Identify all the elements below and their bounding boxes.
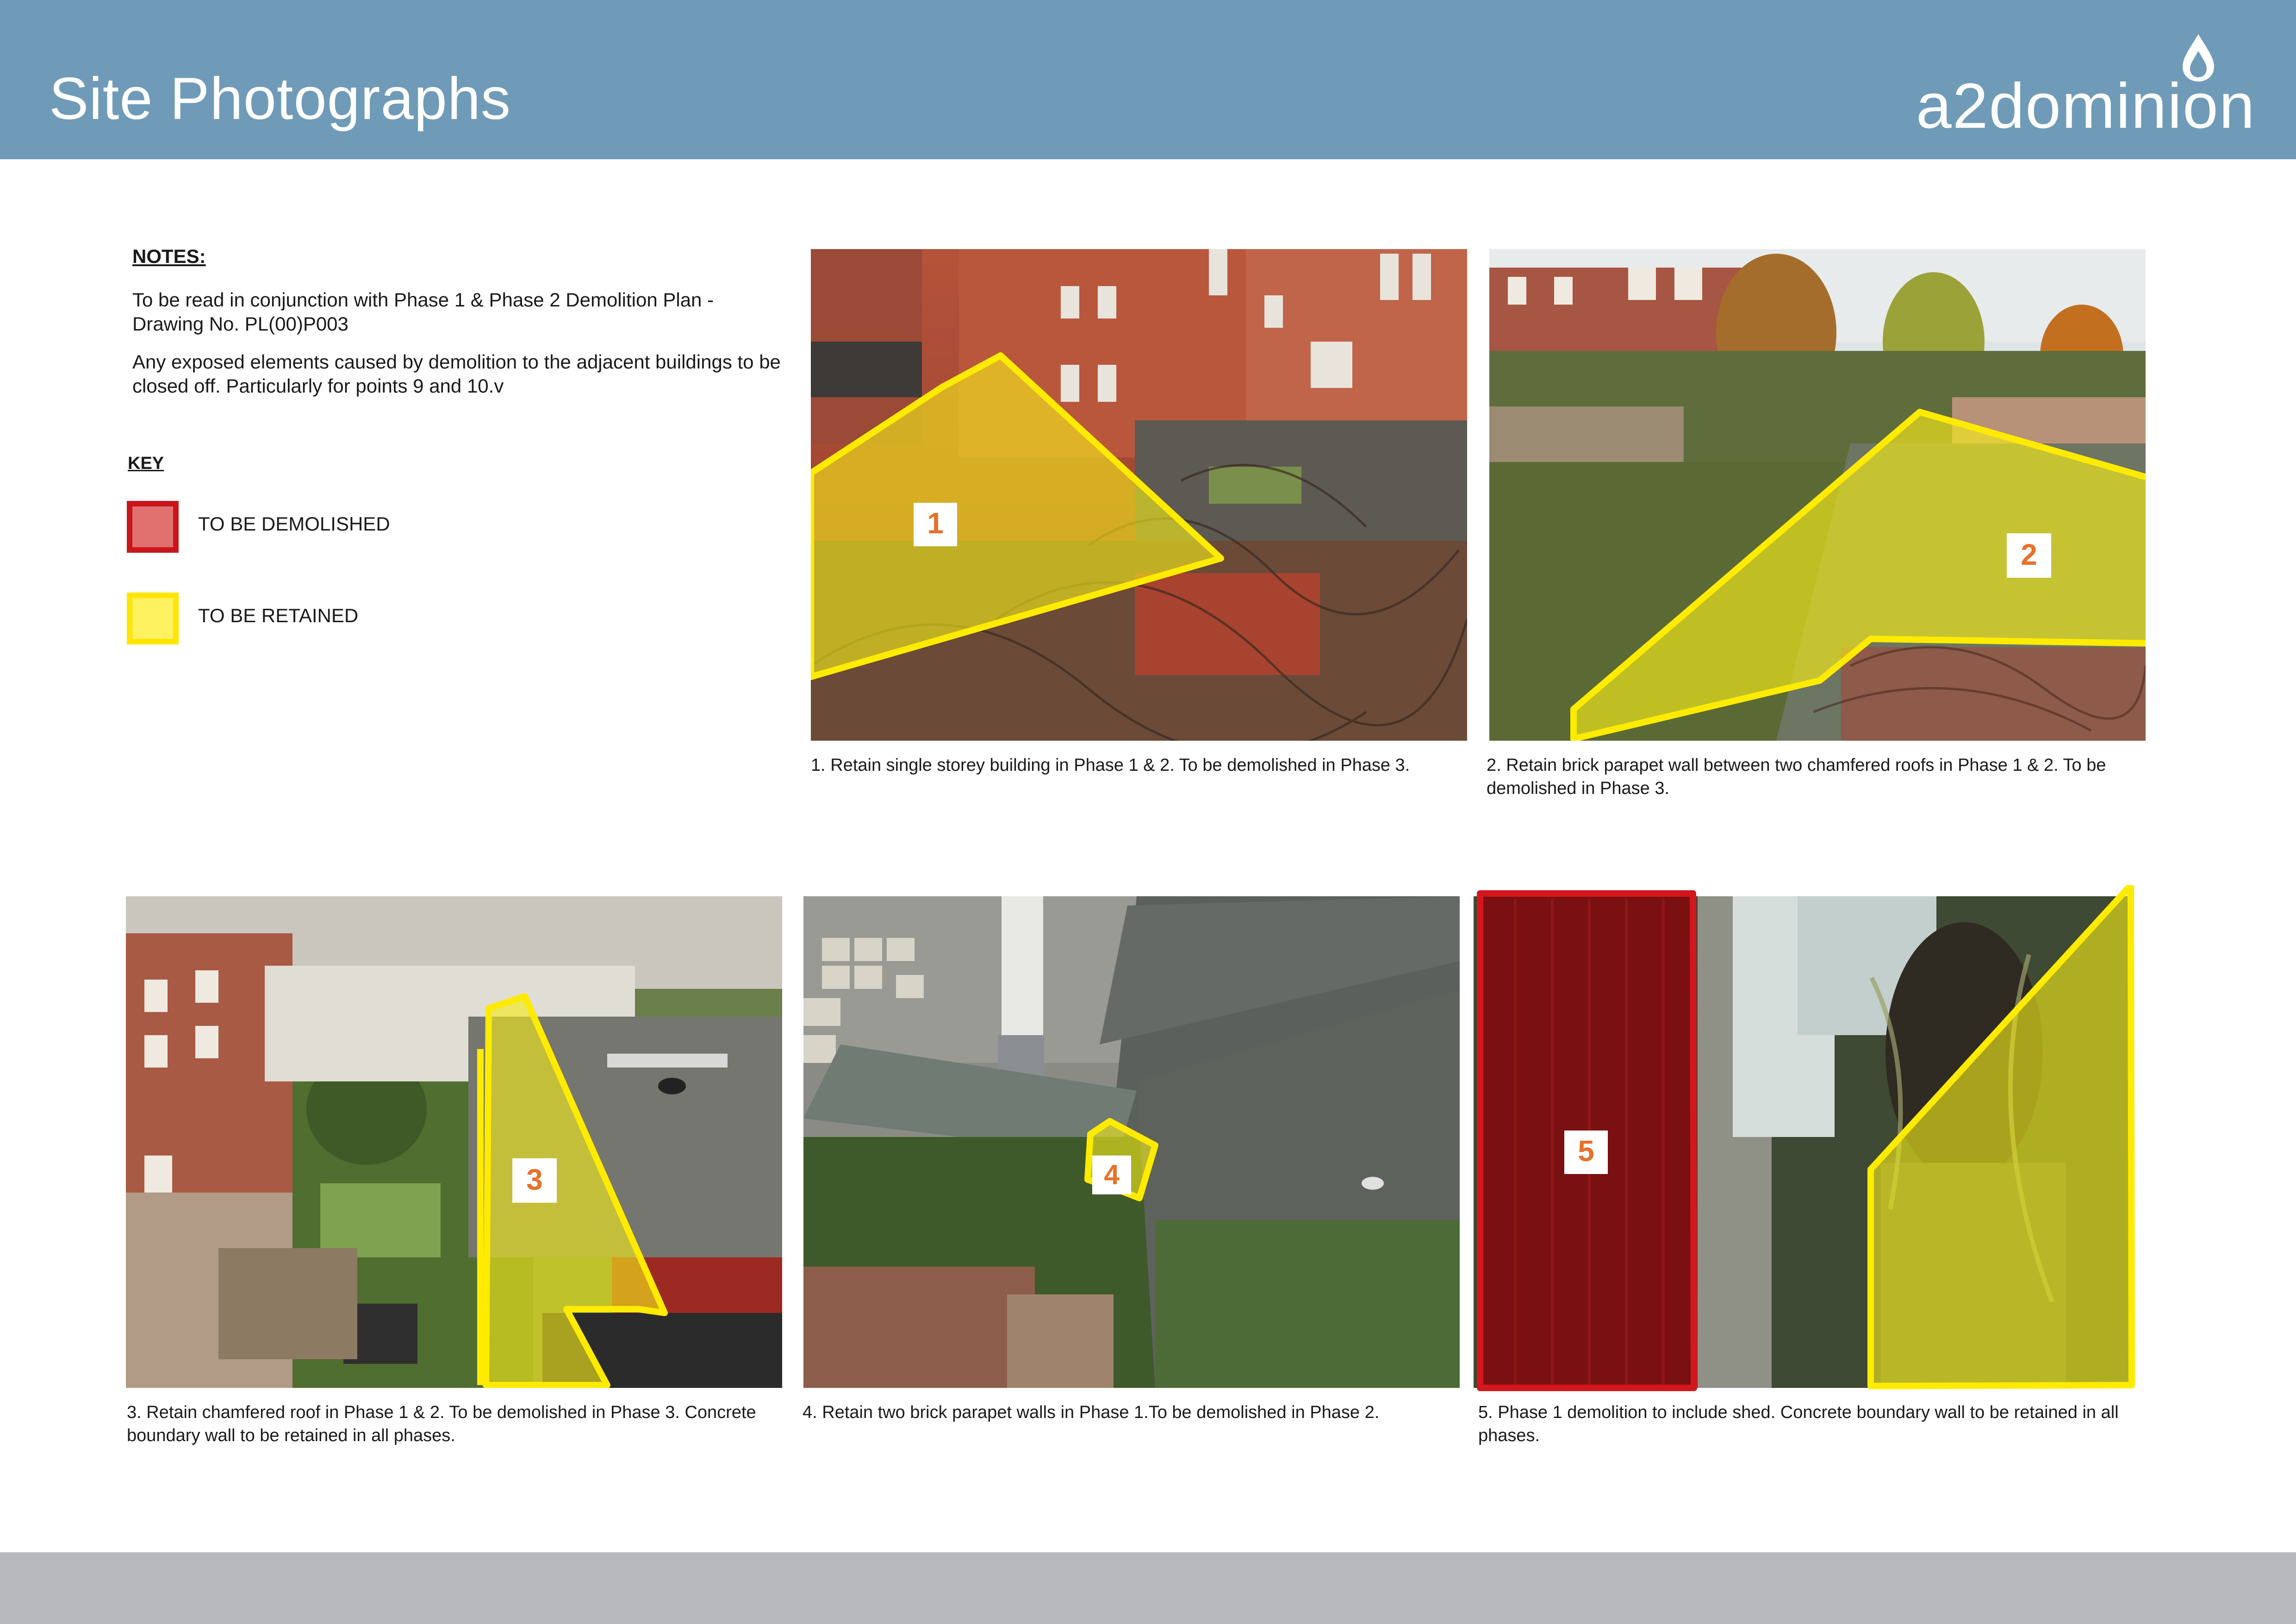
- site-photo-1: [811, 249, 1467, 741]
- header-bar: [0, 0, 2296, 159]
- site-photo-5: [1474, 885, 2136, 1393]
- notes-section: [132, 245, 790, 412]
- photo-caption-3: 3. Retain chamfered roof in Phase 1 & 2. To be demolished in Phase 3. Concrete boundary wall to be retained in all phases.: [127, 1403, 756, 1445]
- retained-swatch: [127, 593, 179, 644]
- company-logo: [1916, 32, 2256, 142]
- logo-text: a2dominion: [1916, 70, 2256, 142]
- retained-label: TO BE RETAINED: [198, 605, 359, 626]
- footer-bar: [0, 1552, 2296, 1624]
- photo-caption-5: 5. Phase 1 demolition to include shed. Concrete boundary wall to be retained in all phases.: [1478, 1403, 2119, 1445]
- demolished-label: TO BE DEMOLISHED: [198, 513, 390, 535]
- site-photo-2: [1489, 249, 2146, 741]
- photo-number-4: 4: [1104, 1159, 1120, 1190]
- photo-number-1: 1: [927, 506, 944, 540]
- site-photo-4: [803, 896, 1460, 1388]
- photo-caption-1: 1. Retain single storey building in Phase 1 & 2. To be demolished in Phase 3.: [811, 756, 1410, 775]
- photo-number-3: 3: [526, 1163, 543, 1196]
- demolished-swatch: [127, 501, 179, 553]
- site-photo-3: [126, 896, 782, 1388]
- note-paragraph: Any exposed elements caused by demolition to the adjacent buildings to be closed off. Particularly for points 9 and 10.v: [132, 351, 781, 397]
- photo-caption-4: 4. Retain two brick parapet walls in Phase 1.To be demolished in Phase 2.: [803, 1403, 1380, 1422]
- photo-caption-2: 2. Retain brick parapet wall between two chamfered roofs in Phase 1 & 2. To be demolished in Phase 3.: [1487, 756, 2106, 798]
- page-title: Site Photographs: [49, 66, 511, 132]
- note-paragraph: To be read in conjunction with Phase 1 & Phase 2 Demolition Plan - Drawing No. PL(00)P003: [132, 289, 714, 335]
- photo-number-2: 2: [2021, 538, 2037, 571]
- notes-heading: NOTES:: [132, 245, 206, 267]
- photo-number-5: 5: [1578, 1134, 1594, 1168]
- key-heading: KEY: [128, 454, 164, 473]
